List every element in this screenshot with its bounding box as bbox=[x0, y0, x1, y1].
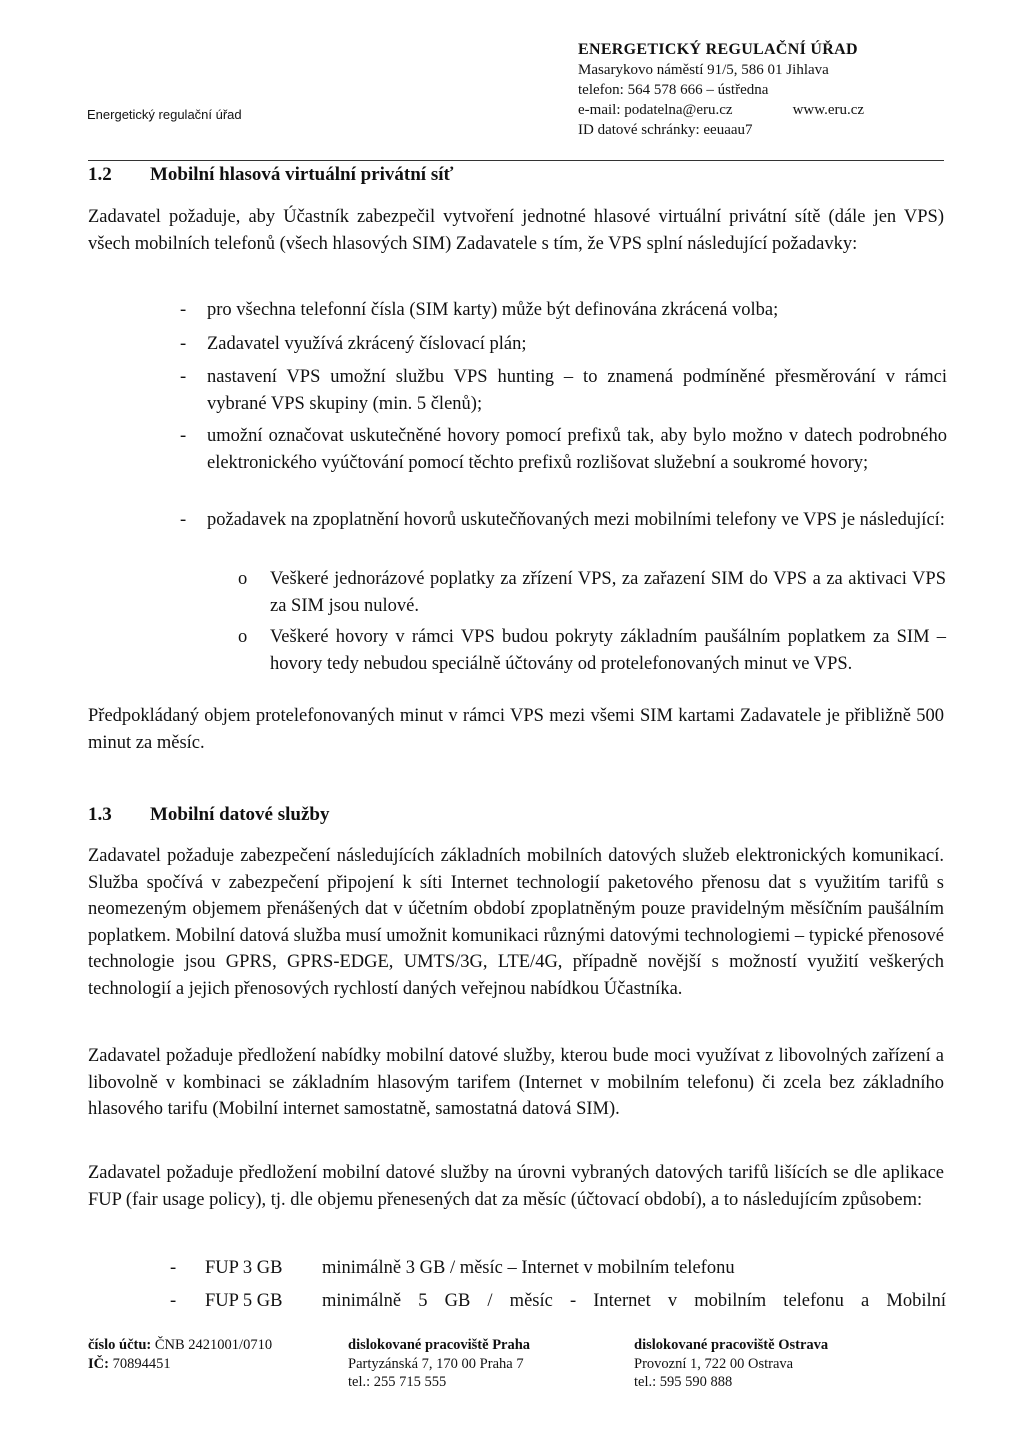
section-1-2-closing: Předpokládaný objem protelefonovaných minut v rámci VPS mezi všemi SIM kartami Zadavatele je přibližně 500 minut za měsíc. bbox=[88, 706, 944, 753]
footer-praha-title: dislokované pracoviště Praha bbox=[348, 1337, 531, 1353]
footer-praha-phone: tel.: 255 715 555 bbox=[348, 1374, 447, 1390]
footer-bank bbox=[88, 1336, 272, 1373]
section-number: 1.2 bbox=[88, 164, 112, 185]
sub-bullet-marker: o bbox=[238, 627, 248, 647]
bullet-item: umožní označovat uskutečněné hovory pomocí prefixů tak, aby bylo možno v datech podrobného elektronického vyúčtování pomocí těchto prefixů rozlišovat služební a soukromé hovory; bbox=[207, 426, 947, 473]
footer-ic-value: 70894451 bbox=[112, 1355, 171, 1372]
section-1-3-paragraph: Zadavatel požaduje zabezpečení následujících základních mobilních datových služeb elektronických komunikací. Služba spočívá v zabezpečení připojení k síti Internet technologií paketového přenosu dat s využitím tarifů s neomezeným objemem přenášených dat v účetním období zpoplatněným pouze pravidelným měsíčním paušálním poplatkem. Mobilní datová služba musí umožnit komunikaci různými datovými technologiemi – typické přenosové technologie jsou GPRS, GPRS-EDGE, UMTS/3G, LTE/4G, případně novější s možností využití veškerých technologií a jejich přenosových rychlostí daných veřejnou nabídkou Účastníka. bbox=[88, 846, 944, 999]
bullet-dash: - bbox=[180, 426, 187, 446]
section-1-2-heading bbox=[88, 164, 453, 186]
footer-ostrava-address: Provozní 1, 722 00 Ostrava bbox=[634, 1355, 794, 1372]
sub-bullet-item: Veškeré hovory v rámci VPS budou pokryty základním paušálním poplatkem za SIM – hovory tedy nebudou speciálně účtovány od protelefonovaných minut ve VPS. bbox=[270, 627, 946, 674]
header-web: www.eru.cz bbox=[792, 102, 865, 118]
section-1-3-heading bbox=[88, 804, 329, 826]
footer-account-value: ČNB 2421001/0710 bbox=[154, 1337, 273, 1353]
footer-praha bbox=[348, 1336, 530, 1392]
bullet-dash: - bbox=[180, 300, 187, 320]
bullet-item: pro všechna telefonní čísla (SIM karty) může být definována zkrácená volba; bbox=[207, 300, 779, 320]
section-1-3-paragraph: Zadavatel požaduje předložení mobilní datové služby na úrovni vybraných datových tarifů lišících se dle aplikace FUP (fair usage policy), tj. dle objemu přenesených dat za měsíc (účtovací období), a to následujícím způsobem: bbox=[88, 1163, 944, 1210]
footer-praha-address: Partyzánská 7, 170 00 Praha 7 bbox=[348, 1355, 524, 1372]
fup-description: minimálně 3 GB / měsíc – Internet v mobilním telefonu bbox=[322, 1258, 735, 1278]
fup-description: minimálně 5 GB / měsíc - Internet v mobilním telefonu a Mobilní bbox=[322, 1291, 946, 1311]
bullet-item: požadavek na zpoplatnění hovorů uskutečňovaných mezi mobilními telefony ve VPS je následující: bbox=[207, 510, 945, 530]
footer-account-label: číslo účtu: bbox=[88, 1337, 152, 1353]
header-email: e-mail: podatelna@eru.cz bbox=[578, 102, 733, 118]
header-divider bbox=[88, 160, 944, 161]
section-1-2-intro: Zadavatel požaduje, aby Účastník zabezpečil vytvoření jednotné hlasové virtuální privátní sítě (dále jen VPS) všech mobilních telefonů (všech hlasových SIM) Zadavatele s tím, že VPS splní následující požadavky: bbox=[88, 207, 944, 254]
fup-dash: - bbox=[170, 1291, 177, 1311]
header-left-label: Energetický regulační úřad bbox=[87, 107, 242, 122]
fup-dash: - bbox=[170, 1258, 177, 1278]
bullet-item: nastavení VPS umožní službu VPS hunting – to znamená podmíněné přesměrování v rámci vybrané VPS skupiny (min. 5 členů); bbox=[207, 367, 947, 414]
section-title: Mobilní datové služby bbox=[150, 804, 330, 825]
section-1-3-paragraph: Zadavatel požaduje předložení nabídky mobilní datové služby, kterou bude moci využívat z libovolných zařízení a libovolně v kombinaci se základním hlasovým tarifem (Internet v mobilním telefonu) či zcela bez základního hlasového tarifu (Mobilní internet samostatně, samostatná datová SIM). bbox=[88, 1046, 944, 1119]
section-title: Mobilní hlasová virtuální privátní síť bbox=[150, 164, 454, 185]
bullet-dash: - bbox=[180, 334, 187, 354]
header-address: Masarykovo náměstí 91/5, 586 01 Jihlava bbox=[578, 62, 829, 78]
fup-label: FUP 5 GB bbox=[205, 1291, 283, 1311]
header-email-line bbox=[578, 100, 864, 120]
footer-ostrava bbox=[634, 1336, 828, 1392]
footer-ic-label: IČ: bbox=[88, 1355, 109, 1372]
header-phone: telefon: 564 578 666 – ústředna bbox=[578, 82, 769, 98]
section-number: 1.3 bbox=[88, 804, 112, 825]
sub-bullet-item: Veškeré jednorázové poplatky za zřízení VPS, za zařazení SIM do VPS a za aktivaci VPS za SIM jsou nulové. bbox=[270, 569, 946, 616]
sub-bullet-marker: o bbox=[238, 569, 248, 589]
footer-ostrava-title: dislokované pracoviště Ostrava bbox=[634, 1337, 829, 1353]
footer-ostrava-phone: tel.: 595 590 888 bbox=[634, 1374, 733, 1390]
bullet-dash: - bbox=[180, 510, 187, 530]
header-databox: ID datové schránky: eeuaau7 bbox=[578, 122, 753, 138]
bullet-dash: - bbox=[180, 367, 187, 387]
header-org-name: ENERGETICKÝ REGULAČNÍ ÚŘAD bbox=[578, 41, 858, 58]
fup-label: FUP 3 GB bbox=[205, 1258, 283, 1278]
bullet-item: Zadavatel využívá zkrácený číslovací plán; bbox=[207, 334, 527, 354]
header-contact-block bbox=[578, 40, 864, 140]
